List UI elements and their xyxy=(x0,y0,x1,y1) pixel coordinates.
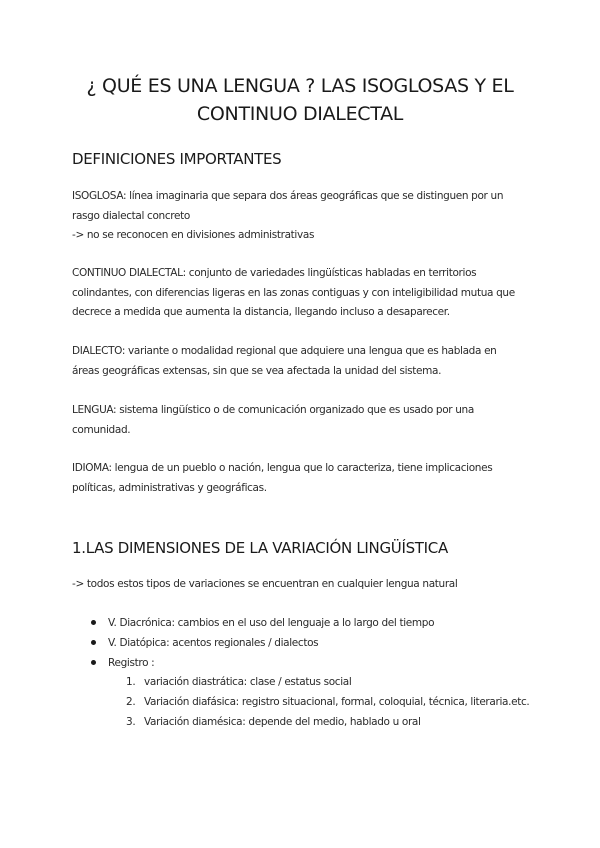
text-line: IDIOMA: lengua de un pueblo o nación, lengua que lo caracteriza, tiene implicaciones xyxy=(72,462,493,474)
list-number: 2. xyxy=(126,696,136,708)
text-line: DIALECTO: variante o modalidad regional que adquiere una lengua que es hablada en xyxy=(72,345,497,357)
text-line: políticas, administrativas y geográficas. xyxy=(72,481,267,494)
list-item-text: V. Diacrónica: cambios en el uso del lenguaje a lo largo del tiempo xyxy=(108,617,435,629)
text-line: CONTINUO DIALECTAL: conjunto de variedades lingüísticas habladas en territorios xyxy=(72,267,477,279)
text-line: comunidad. xyxy=(72,423,131,436)
page-title xyxy=(40,72,560,128)
title-line-1: ¿ QUÉ ES UNA LENGUA ? LAS ISOGLOSAS Y EL xyxy=(86,75,514,97)
definition-isoglosa xyxy=(72,187,534,246)
definition-idioma xyxy=(72,459,534,498)
list-item xyxy=(0,613,600,633)
bullet-list xyxy=(0,613,600,673)
definition-continuo-dialectal xyxy=(72,264,534,323)
list-item-text: variación diastrática: clase / estatus social xyxy=(144,676,352,688)
definition-lengua xyxy=(72,401,534,440)
text-line: rasgo dialectal concreto xyxy=(72,209,190,222)
list-item-text: Variación diafásica: registro situacional, formal, coloquial, técnica, literaria.etc. xyxy=(144,696,530,708)
list-item xyxy=(0,692,600,712)
text-line: colindantes, con diferencias ligeras en las zonas contiguas y con inteligibilidad mutua que xyxy=(72,286,515,299)
list-item xyxy=(0,672,600,692)
bullet-icon xyxy=(91,620,96,625)
list-item xyxy=(0,712,600,732)
numbered-list xyxy=(0,672,600,732)
text-line: áreas geográficas extensas, sin que se vea afectada la unidad del sistema. xyxy=(72,364,442,377)
list-number: 1. xyxy=(126,676,136,688)
definition-dialecto xyxy=(72,342,534,381)
list-item xyxy=(0,653,600,673)
list-item-text: Variación diamésica: depende del medio, hablado u oral xyxy=(144,716,421,728)
bullet-icon xyxy=(91,660,96,665)
dimensions-intro: -> todos estos tipos de variaciones se encuentran en cualquier lengua natural xyxy=(72,578,458,590)
dimensions-heading: 1.LAS DIMENSIONES DE LA VARIACIÓN LINGÜÍSTICA xyxy=(72,539,448,557)
list-item xyxy=(0,633,600,653)
bullet-icon xyxy=(91,640,96,645)
text-line: decrece a medida que aumenta la distancia, llegando incluso a desaparecer. xyxy=(72,306,450,318)
list-item-text: Registro : xyxy=(108,657,155,669)
list-item-text: V. Diatópica: acentos regionales / dialectos xyxy=(108,637,319,649)
text-line: LENGUA: sistema lingüístico o de comunicación organizado que es usado por una xyxy=(72,404,474,416)
definitions-heading: DEFINICIONES IMPORTANTES xyxy=(72,150,282,168)
list-number: 3. xyxy=(126,716,136,728)
title-line-2: CONTINUO DIALECTAL xyxy=(196,103,404,125)
text-line: -> no se reconocen en divisiones administrativas xyxy=(72,229,315,241)
text-line: ISOGLOSA: línea imaginaria que separa dos áreas geográficas que se distinguen por un xyxy=(72,190,504,202)
